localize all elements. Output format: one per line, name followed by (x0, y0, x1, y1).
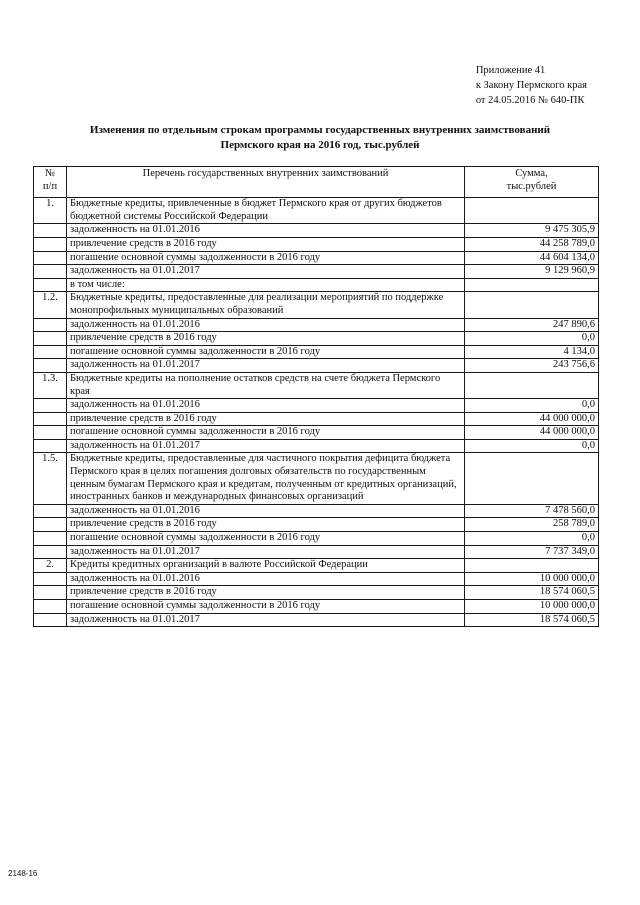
table-row (34, 439, 599, 453)
table-row (34, 532, 599, 546)
row-number-cell (34, 399, 67, 413)
header-borrowing-list: Перечень государственных внутренних заимствований (67, 167, 465, 198)
row-number-cell (34, 439, 67, 453)
header-number-line-1: № (44, 168, 56, 179)
row-description-cell: задолженность на 01.01.2017 (67, 265, 465, 279)
row-description-cell: задолженность на 01.01.2017 (67, 613, 465, 627)
appendix-block (476, 63, 587, 108)
table-row (34, 426, 599, 440)
row-amount-cell: 44 258 789,0 (465, 237, 599, 251)
row-number-cell: 1.3. (34, 372, 67, 398)
row-number-cell: 1.2. (34, 292, 67, 318)
row-number-cell (34, 224, 67, 238)
table-row (34, 278, 599, 292)
row-number-cell (34, 426, 67, 440)
row-description-cell: погашение основной суммы задолженности в 2016 году (67, 345, 465, 359)
table-row (34, 399, 599, 413)
row-amount-cell: 44 604 134,0 (465, 251, 599, 265)
row-number-cell (34, 278, 67, 292)
row-number-cell: 1.5. (34, 453, 67, 504)
row-amount-cell: 0,0 (465, 439, 599, 453)
appendix-law-reference: к Закону Пермского края (475, 80, 587, 91)
row-number-cell (34, 532, 67, 546)
table-row (34, 559, 599, 573)
table-row (34, 600, 599, 614)
row-description-cell: задолженность на 01.01.2016 (67, 572, 465, 586)
row-description-cell: задолженность на 01.01.2017 (67, 545, 465, 559)
row-number-cell (34, 545, 67, 559)
row-description-cell: задолженность на 01.01.2016 (67, 224, 465, 238)
row-amount-cell: 10 000 000,0 (465, 600, 599, 614)
row-amount-cell (465, 372, 599, 398)
table-row (34, 453, 599, 504)
document-title (40, 123, 600, 153)
table-row (34, 412, 599, 426)
row-description-cell: задолженность на 01.01.2017 (67, 439, 465, 453)
row-number-cell (34, 572, 67, 586)
row-amount-cell (465, 453, 599, 504)
table-row (34, 345, 599, 359)
table-row (34, 292, 599, 318)
row-description-cell: привлечение средств в 2016 году (67, 518, 465, 532)
header-number (34, 167, 67, 198)
row-number-cell (34, 613, 67, 627)
row-number-cell (34, 318, 67, 332)
table-row (34, 504, 599, 518)
table-row (34, 251, 599, 265)
row-description-cell: Бюджетные кредиты, предоставленные для реализации мероприятий по поддержке монопрофильных муниципальных образований (67, 292, 465, 318)
table-row (34, 613, 599, 627)
row-amount-cell: 247 890,6 (465, 318, 599, 332)
table-row (34, 318, 599, 332)
row-description-cell: задолженность на 01.01.2016 (67, 399, 465, 413)
row-amount-cell (465, 278, 599, 292)
row-description-cell: задолженность на 01.01.2016 (67, 504, 465, 518)
table-row (34, 518, 599, 532)
row-description-cell: погашение основной суммы задолженности в 2016 году (67, 532, 465, 546)
row-amount-cell: 258 789,0 (465, 518, 599, 532)
row-description-cell: задолженность на 01.01.2016 (67, 318, 465, 332)
row-amount-cell: 9 129 960,9 (465, 265, 599, 279)
document-title-line-1: Изменения по отдельным строкам программы государственных внутренних заимствований (89, 124, 551, 136)
row-amount-cell: 243 756,6 (465, 359, 599, 373)
table-row (34, 237, 599, 251)
row-description-cell: привлечение средств в 2016 году (67, 332, 465, 346)
table-row (34, 359, 599, 373)
row-number-cell (34, 586, 67, 600)
row-description-cell: привлечение средств в 2016 году (67, 237, 465, 251)
table-row (34, 265, 599, 279)
row-amount-cell: 0,0 (465, 532, 599, 546)
row-number-cell (34, 265, 67, 279)
row-amount-cell (465, 198, 599, 224)
row-number-cell (34, 359, 67, 373)
row-description-cell: Бюджетные кредиты, предоставленные для частичного покрытия дефицита бюджета Пермского края в целях погашения долговых обязательств по государственным ценным бумагам Пермского края и кредитам, полученным от кредитных организаций, иностранных банков и международных финансовых организаций (67, 453, 465, 504)
row-number-cell (34, 600, 67, 614)
table-row (34, 372, 599, 398)
table-header-row (34, 167, 599, 198)
row-amount-cell: 7 478 560,0 (465, 504, 599, 518)
table-row (34, 586, 599, 600)
row-description-cell: погашение основной суммы задолженности в 2016 году (67, 251, 465, 265)
table-body (34, 198, 599, 627)
row-number-cell (34, 345, 67, 359)
row-description-cell: погашение основной суммы задолженности в 2016 году (67, 426, 465, 440)
table-row (34, 332, 599, 346)
row-amount-cell: 44 000 000,0 (465, 426, 599, 440)
header-number-line-2: п/п (42, 180, 58, 192)
table-row (34, 198, 599, 224)
row-description-cell: Кредиты кредитных организаций в валюте Российской Федерации (67, 559, 465, 573)
row-amount-cell: 0,0 (465, 332, 599, 346)
appendix-law-date: от 24.05.2016 № 640-ПК (475, 95, 585, 106)
row-amount-cell: 7 737 349,0 (465, 545, 599, 559)
borrowing-table (33, 166, 599, 627)
footer-document-code: 2148-16 (8, 869, 38, 878)
header-amount-line-2: тыс.рублей (506, 180, 557, 192)
table-row (34, 224, 599, 238)
row-amount-cell: 18 574 060,5 (465, 613, 599, 627)
row-amount-cell: 18 574 060,5 (465, 586, 599, 600)
table-row (34, 545, 599, 559)
row-description-cell: задолженность на 01.01.2017 (67, 359, 465, 373)
row-amount-cell (465, 559, 599, 573)
row-description-cell: погашение основной суммы задолженности в 2016 году (67, 600, 465, 614)
row-description-cell: привлечение средств в 2016 году (67, 412, 465, 426)
row-number-cell (34, 251, 67, 265)
appendix-number: Приложение 41 (475, 65, 546, 76)
header-amount (465, 167, 599, 198)
row-description-cell: в том числе: (67, 278, 465, 292)
row-number-cell (34, 518, 67, 532)
table-row (34, 572, 599, 586)
row-number-cell (34, 504, 67, 518)
row-amount-cell: 4 134,0 (465, 345, 599, 359)
row-amount-cell: 9 475 305,9 (465, 224, 599, 238)
row-amount-cell (465, 292, 599, 318)
document-title-line-2: Пермского края на 2016 год, тыс.рублей (220, 139, 420, 151)
row-amount-cell: 44 000 000,0 (465, 412, 599, 426)
row-number-cell: 2. (34, 559, 67, 573)
row-description-cell: привлечение средств в 2016 году (67, 586, 465, 600)
row-amount-cell: 10 000 000,0 (465, 572, 599, 586)
row-number-cell (34, 237, 67, 251)
row-number-cell (34, 332, 67, 346)
row-description-cell: Бюджетные кредиты на пополнение остатков средств на счете бюджета Пермского края (67, 372, 465, 398)
row-description-cell: Бюджетные кредиты, привлеченные в бюджет Пермского края от других бюджетов бюджетной системы Российской Федерации (67, 198, 465, 224)
row-number-cell: 1. (34, 198, 67, 224)
row-number-cell (34, 412, 67, 426)
header-amount-line-1: Сумма, (515, 168, 548, 179)
row-amount-cell: 0,0 (465, 399, 599, 413)
